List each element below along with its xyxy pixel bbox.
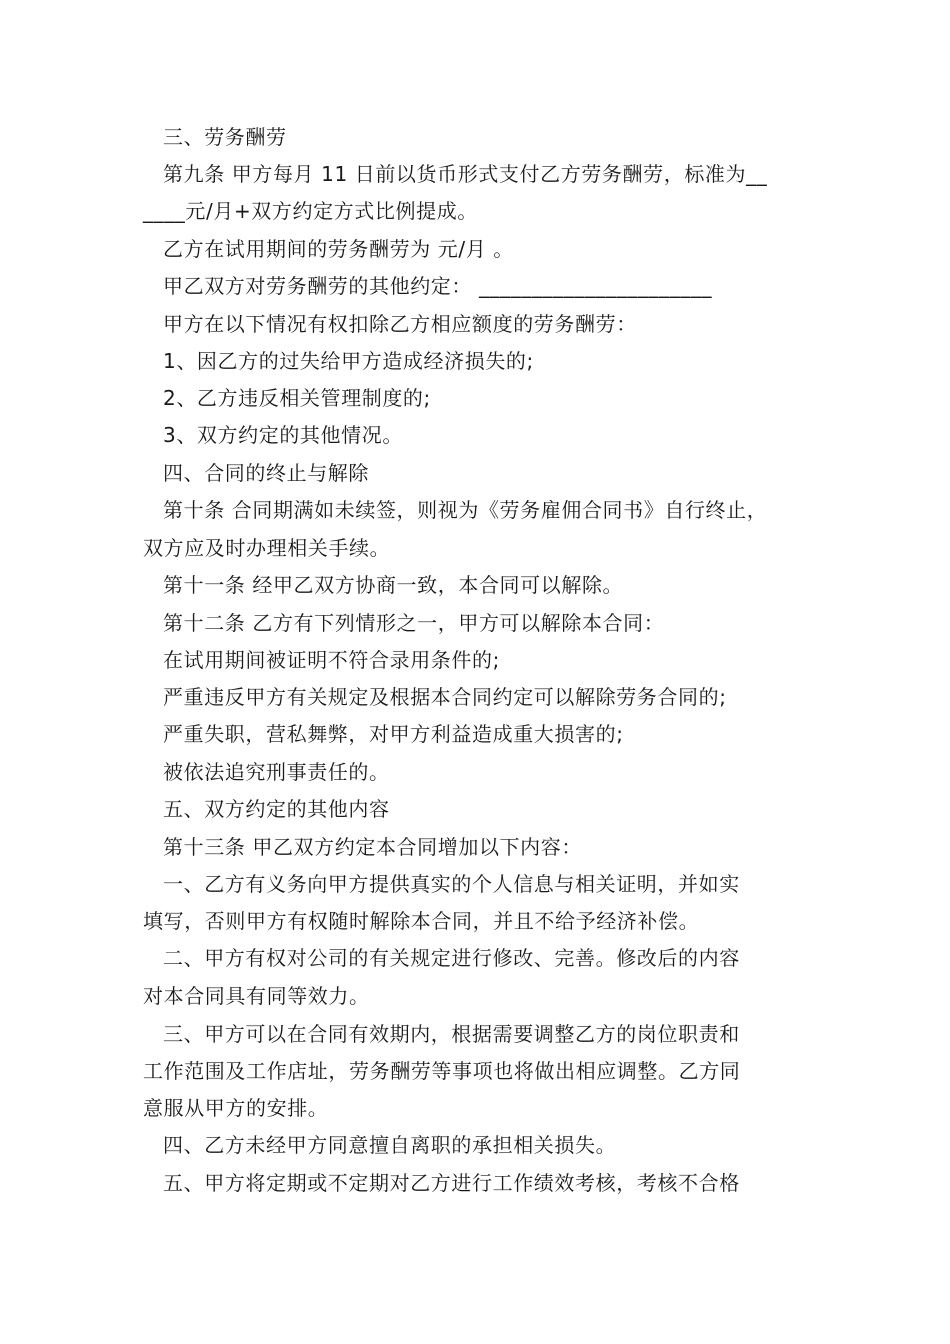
section-heading-4: 四、合同的终止与解除 xyxy=(163,461,369,485)
clause-5-line-1: 五、甲方将定期或不定期对乙方进行工作绩效考核，考核不合格 xyxy=(163,1171,740,1195)
termination-item-1: 在试用期间被证明不符合录用条件的; xyxy=(163,648,500,672)
article-9-line-1: 第九条 甲方每月 11 日前以货币形式支付乙方劳务酬劳，标准为__ xyxy=(163,162,768,186)
section-heading-5: 五、双方约定的其他内容 xyxy=(163,797,390,821)
clause-2-line-2: 对本合同具有同等效力。 xyxy=(143,984,370,1008)
clause-1-line-1: 一、乙方有义务向甲方提供真实的个人信息与相关证明，并如实 xyxy=(163,872,740,896)
termination-item-4: 被依法追究刑事责任的。 xyxy=(163,760,390,784)
article-9-line-2: ____元/月+双方约定方式比例提成。 xyxy=(143,199,478,223)
deduction-item-1: 1、因乙方的过失给甲方造成经济损失的; xyxy=(163,349,534,373)
clause-3-line-2: 工作范围及工作店址，劳务酬劳等事项也将做出相应调整。乙方同 xyxy=(143,1059,741,1083)
clause-3-line-1: 三、甲方可以在合同有效期内，根据需要调整乙方的岗位职责和 xyxy=(163,1022,740,1046)
article-12-line: 第十二条 乙方有下列情形之一，甲方可以解除本合同： xyxy=(163,611,665,635)
article-11-line: 第十一条 经甲乙双方协商一致，本合同可以解除。 xyxy=(163,573,624,597)
clause-3-line-3: 意服从甲方的安排。 xyxy=(143,1096,329,1120)
clause-2-line-1: 二、甲方有权对公司的有关规定进行修改、完善。修改后的内容 xyxy=(163,946,740,970)
probation-pay-line: 乙方在试用期间的劳务酬劳为 元/月 。 xyxy=(163,237,514,261)
deduction-item-3: 3、双方约定的其他情况。 xyxy=(163,423,403,447)
deduction-item-2: 2、乙方违反相关管理制度的; xyxy=(163,386,431,410)
clause-1-line-2: 填写，否则甲方有权随时解除本合同，并且不给予经济补偿。 xyxy=(143,909,700,933)
article-10-line-1: 第十条 合同期满如未续签，则视为《劳务雇佣合同书》自行终止， xyxy=(163,498,768,522)
termination-item-3: 严重失职，营私舞弊，对甲方利益造成重大损害的; xyxy=(163,722,624,746)
article-10-line-2: 双方应及时办理相关手续。 xyxy=(143,536,391,560)
deduction-intro-line: 甲方在以下情况有权扣除乙方相应额度的劳务酬劳： xyxy=(163,312,637,336)
section-heading-3: 三、劳务酬劳 xyxy=(163,125,287,149)
other-pay-agreement-line: 甲乙双方对劳务酬劳的其他约定： ______________________ xyxy=(163,274,713,298)
clause-4-line: 四、乙方未经甲方同意擅自离职的承担相关损失。 xyxy=(163,1133,617,1157)
termination-item-2: 严重违反甲方有关规定及根据本合同约定可以解除劳务合同的; xyxy=(163,685,727,709)
article-13-line: 第十三条 甲乙双方约定本合同增加以下内容： xyxy=(163,835,582,859)
